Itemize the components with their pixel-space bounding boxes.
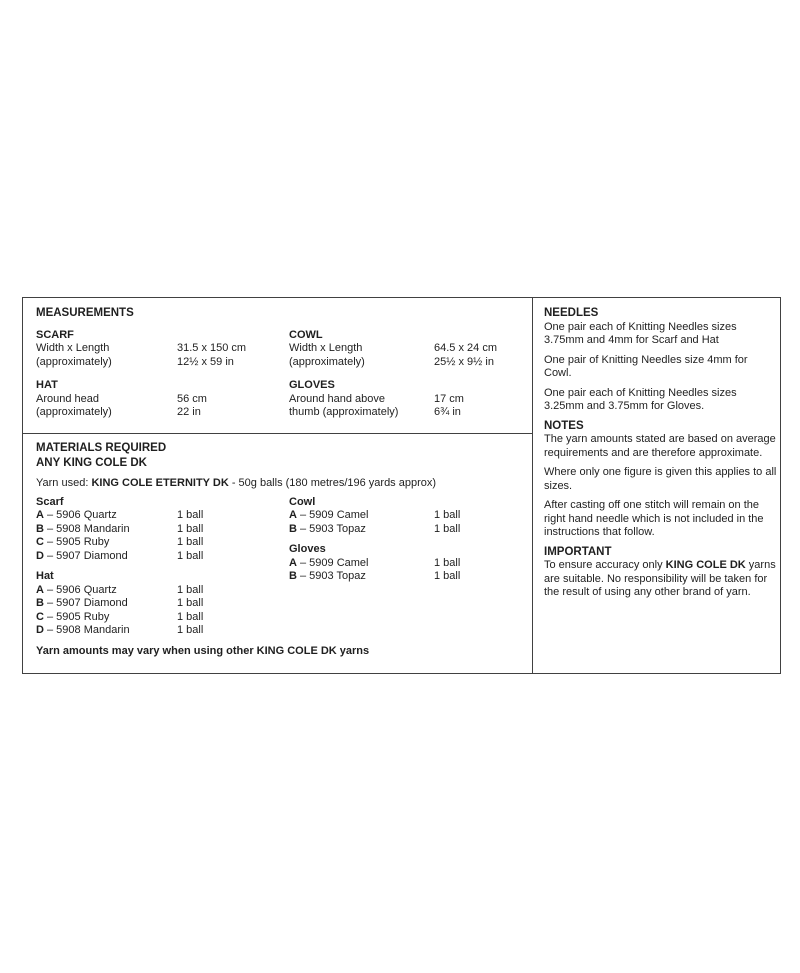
measurement-label: (approximately) (36, 355, 112, 368)
measurements-column-2 (289, 329, 520, 420)
measurement-value: 25½ x 9½ in (434, 355, 494, 368)
yarn-shade: – 5903 Topaz (296, 522, 366, 535)
yarn-name (36, 550, 177, 564)
yarn-shade: – 5905 Ruby (43, 536, 110, 548)
yarn-letter: C (36, 536, 44, 548)
materials-title-line2: ANY KING COLE DK (36, 456, 147, 469)
yarn-qty: 1 ball (177, 583, 204, 596)
measurement-label: (approximately) (289, 355, 365, 368)
measurement-row (36, 356, 289, 370)
right-column (533, 298, 780, 673)
yarn-name (289, 523, 434, 537)
notes-paragraph: The yarn amounts stated are based on average requirements and are therefore approximate. (544, 433, 776, 459)
yarn-name (289, 557, 434, 571)
yarn-qty: 1 ball (177, 624, 204, 636)
left-column (23, 298, 532, 673)
measurement-group-cowl (289, 329, 520, 370)
measurement-value: 6¾ in (434, 406, 461, 418)
yarn-row (36, 611, 289, 625)
measurement-value: 56 cm (177, 392, 207, 405)
yarn-amounts-note: Yarn amounts may vary when using other KING COLE DK yarns (36, 644, 370, 657)
yarn-shade: – 5909 Camel (296, 556, 369, 569)
measurement-group-gloves (289, 379, 520, 420)
needles-paragraph: One pair each of Knitting Needles sizes 3.25mm and 3.75mm for Gloves. (544, 386, 737, 412)
yarn-group-gloves (289, 543, 520, 584)
yarn-letter: A (36, 509, 44, 521)
yarn-name (36, 597, 177, 611)
important-brand: KING COLE DK (665, 559, 746, 571)
measurement-group-scarf (36, 329, 289, 370)
measurement-label: Around hand above (289, 392, 386, 405)
notes-paragraph: After casting off one stitch will remain on the right hand needle which is not included in the instructions that follow. (544, 499, 764, 538)
measurement-value: 17 cm (434, 392, 464, 405)
yarn-group-title: Gloves (289, 543, 326, 555)
important-paragraph (544, 559, 777, 600)
measurement-label: thumb (approximately) (289, 406, 399, 418)
yarn-group-title: Hat (36, 570, 54, 582)
yarn-used-brand: KING COLE ETERNITY DK (91, 477, 229, 489)
materials-title-line1: MATERIALS REQUIRED (36, 442, 167, 454)
yarn-name (36, 611, 177, 625)
materials-grid (36, 496, 520, 638)
pattern-info-panel (22, 297, 781, 674)
yarn-letter: A (36, 583, 44, 596)
yarn-letter: A (289, 556, 297, 569)
yarn-group-title: Scarf (36, 495, 64, 508)
measurement-group-hat (36, 379, 289, 420)
yarn-group-cowl (289, 496, 520, 537)
measurements-column-1 (36, 329, 289, 420)
yarn-letter: B (289, 522, 297, 535)
yarn-row (289, 557, 520, 571)
yarn-shade: – 5905 Ruby (43, 610, 110, 623)
yarn-row (289, 509, 520, 523)
measurement-group-title: GLOVES (289, 379, 335, 391)
yarn-row (36, 624, 289, 638)
notes-title: NOTES (544, 419, 584, 432)
yarn-group-title: Cowl (289, 495, 316, 508)
yarn-qty: 1 ball (177, 610, 204, 623)
measurement-row (289, 356, 520, 370)
yarn-shade: – 5908 Mandarin (43, 522, 130, 535)
yarn-row (36, 550, 289, 564)
yarn-qty: 1 ball (177, 597, 204, 609)
yarn-letter: C (36, 610, 44, 623)
measurement-row (289, 393, 520, 407)
measurement-value: 12½ x 59 in (177, 355, 234, 368)
yarn-letter: B (36, 597, 44, 609)
measurement-group-title: HAT (36, 379, 58, 391)
materials-column-1 (36, 496, 289, 638)
yarn-qty: 1 ball (177, 522, 204, 535)
yarn-name (36, 624, 177, 638)
yarn-letter: B (289, 570, 297, 582)
yarn-row (36, 509, 289, 523)
measurement-row (289, 342, 520, 356)
yarn-shade: – 5909 Camel (296, 509, 369, 521)
yarn-group-scarf (36, 496, 289, 564)
measurement-row (36, 406, 289, 420)
yarn-used-suffix: - 50g balls (180 metres/196 yards approx) (228, 477, 437, 489)
needles-paragraph: One pair each of Knitting Needles sizes 3.75mm and 4mm for Scarf and Hat (544, 320, 737, 346)
yarn-shade: – 5907 Diamond (43, 597, 128, 609)
measurement-value: 64.5 x 24 cm (434, 342, 497, 354)
measurement-label: Around head (36, 392, 99, 405)
important-title: IMPORTANT (544, 545, 612, 558)
yarn-qty: 1 ball (177, 549, 204, 562)
yarn-qty: 1 ball (434, 509, 461, 521)
yarn-group-hat (36, 570, 289, 638)
yarn-shade: – 5908 Mandarin (43, 624, 130, 636)
measurement-row (36, 342, 289, 356)
yarn-letter: D (36, 549, 44, 562)
needles-title: NEEDLES (544, 307, 599, 319)
measurements-section (23, 298, 532, 433)
measurement-group-title: SCARF (36, 328, 74, 341)
yarn-name (289, 509, 434, 523)
yarn-letter: B (36, 522, 44, 535)
yarn-row (289, 523, 520, 537)
yarn-used-prefix: Yarn used: (36, 477, 92, 489)
needles-paragraph: One pair of Knitting Needles size 4mm for Cowl. (544, 353, 748, 379)
important-suffix: yarns are suitable. No responsibility will be taken for the result of using any other brand of yarn. (544, 559, 776, 598)
important-prefix: To ensure accuracy only (544, 559, 666, 571)
yarn-qty: 1 ball (177, 509, 204, 521)
yarn-name (36, 536, 177, 550)
yarn-row (36, 584, 289, 598)
yarn-shade: – 5906 Quartz (43, 583, 117, 596)
notes-paragraph: Where only one figure is given this applies to all sizes. (544, 466, 777, 492)
yarn-shade: – 5903 Topaz (296, 570, 366, 582)
yarn-name (36, 509, 177, 523)
materials-section (23, 434, 532, 673)
measurement-label: Width x Length (289, 342, 363, 354)
measurement-value: 22 in (177, 406, 201, 418)
yarn-letter: A (289, 509, 297, 521)
measurement-row (36, 393, 289, 407)
yarn-qty: 1 ball (434, 570, 461, 582)
yarn-letter: D (36, 624, 44, 636)
measurement-group-title: COWL (289, 328, 323, 341)
yarn-qty: 1 ball (177, 536, 204, 548)
yarn-row (36, 597, 289, 611)
yarn-row (36, 536, 289, 550)
yarn-used-line (36, 477, 520, 491)
measurements-title: MEASUREMENTS (36, 307, 134, 319)
yarn-name (36, 584, 177, 598)
measurement-row (289, 406, 520, 420)
yarn-qty: 1 ball (434, 556, 461, 569)
yarn-shade: – 5906 Quartz (43, 509, 117, 521)
measurement-label: (approximately) (36, 406, 112, 418)
yarn-shade: – 5907 Diamond (43, 549, 128, 562)
materials-column-2 (289, 496, 520, 638)
yarn-name (36, 523, 177, 537)
materials-title (36, 441, 520, 470)
yarn-row (36, 523, 289, 537)
yarn-qty: 1 ball (434, 522, 461, 535)
measurements-grid (36, 329, 520, 420)
measurement-value: 31.5 x 150 cm (177, 342, 247, 354)
yarn-name (289, 570, 434, 584)
yarn-row (289, 570, 520, 584)
measurement-label: Width x Length (36, 342, 110, 354)
